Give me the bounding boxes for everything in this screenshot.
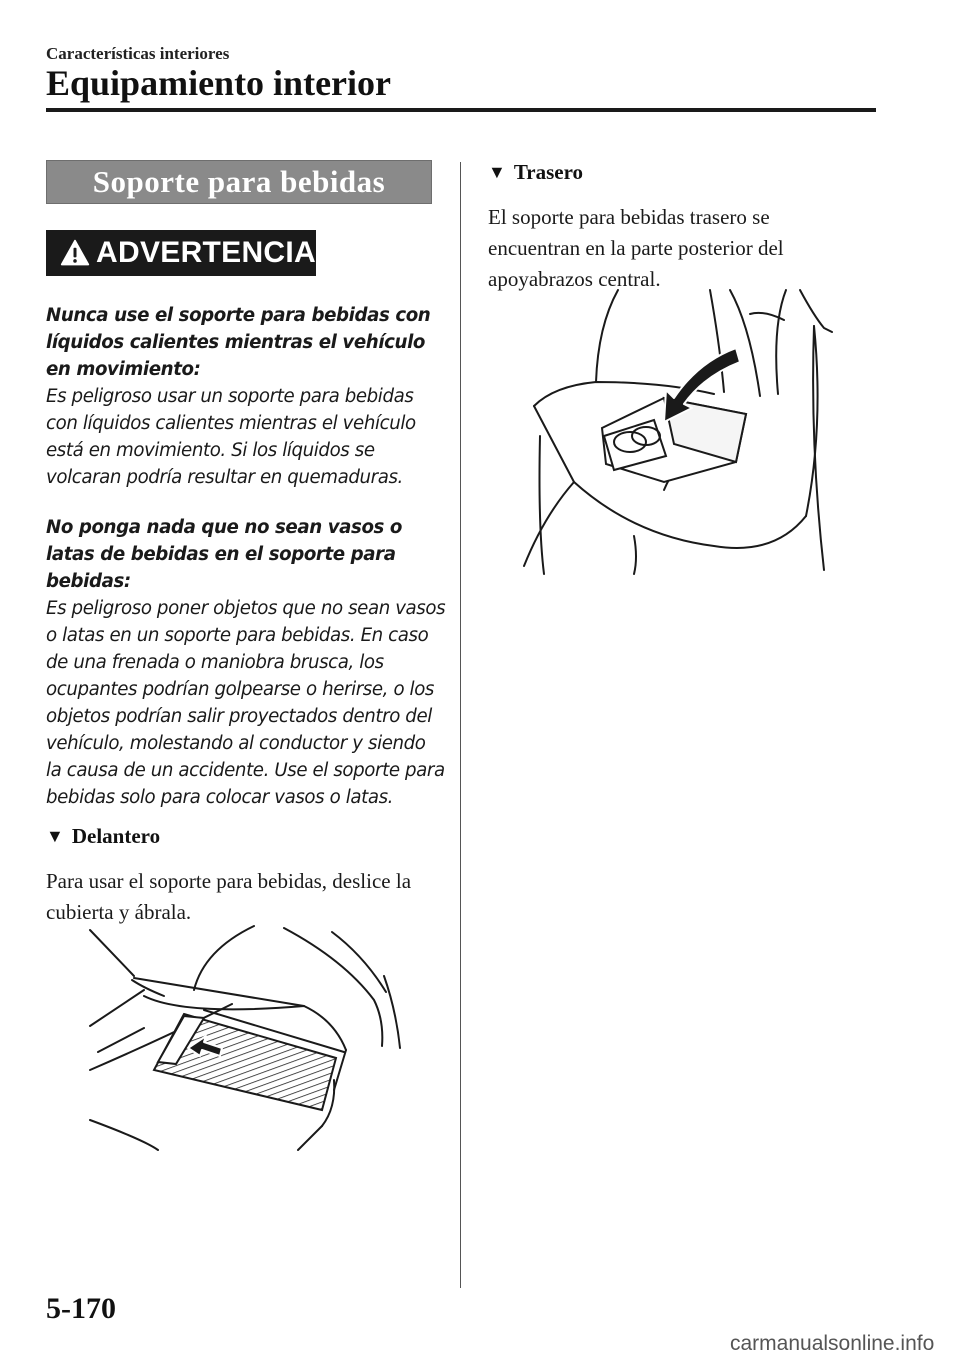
warning-label: ADVERTENCIA <box>96 236 316 269</box>
warning-item-lead: Nunca use el soporte para bebidas con líquidos calientes mientras el vehículo en movimiento: <box>46 305 431 380</box>
warning-item-body: Es peligroso usar un soporte para bebidas con líquidos calientes mientras el vehículo está en movimiento. Si los líquidos se volcaran podría resultar en quemaduras. <box>46 386 416 488</box>
front-cup-holder-illustration <box>84 920 404 1152</box>
warning-item-body: Es peligroso poner objetos que no sean vasos o latas en un soporte para bebidas. En caso de una frenada o maniobra brusca, los ocupantes podrían golpearse o herirse, o los objetos podrían salir proyectados dentro del vehículo, molestando al conductor y siendo la causa de un accidente. Use el soporte para bebidas solo para colocar vasos o latas. <box>46 598 446 808</box>
front-heading-text: Delantero <box>71 824 161 848</box>
front-heading <box>46 824 160 849</box>
front-text: Para usar el soporte para bebidas, deslice la cubierta y ábrala. <box>46 869 412 924</box>
header-title: Equipamiento interior <box>46 63 392 103</box>
rear-heading-text: Trasero <box>513 160 584 184</box>
down-triangle-icon: ▼ <box>46 826 64 846</box>
down-triangle-icon: ▼ <box>488 162 506 182</box>
watermark: carmanualsonline.info <box>730 1332 935 1355</box>
warning-item-lead: No ponga nada que no sean vasos o latas de bebidas en el soporte para bebidas: <box>46 517 403 592</box>
warning-item-2 <box>46 514 446 811</box>
rear-text: El soporte para bebidas trasero se encuentran en la parte posterior del apoyabrazos central. <box>488 205 784 291</box>
warning-item-1 <box>46 302 446 491</box>
header-rule <box>46 108 876 112</box>
header-category: Características interiores <box>46 44 230 63</box>
warning-badge <box>46 230 316 276</box>
warning-triangle-icon <box>60 237 90 269</box>
section-title: Soporte para bebidas <box>46 160 432 204</box>
page-number: 5-170 <box>46 1292 116 1325</box>
rear-cup-holder-illustration <box>514 286 844 576</box>
rear-heading <box>488 160 583 185</box>
column-divider <box>460 162 461 1288</box>
